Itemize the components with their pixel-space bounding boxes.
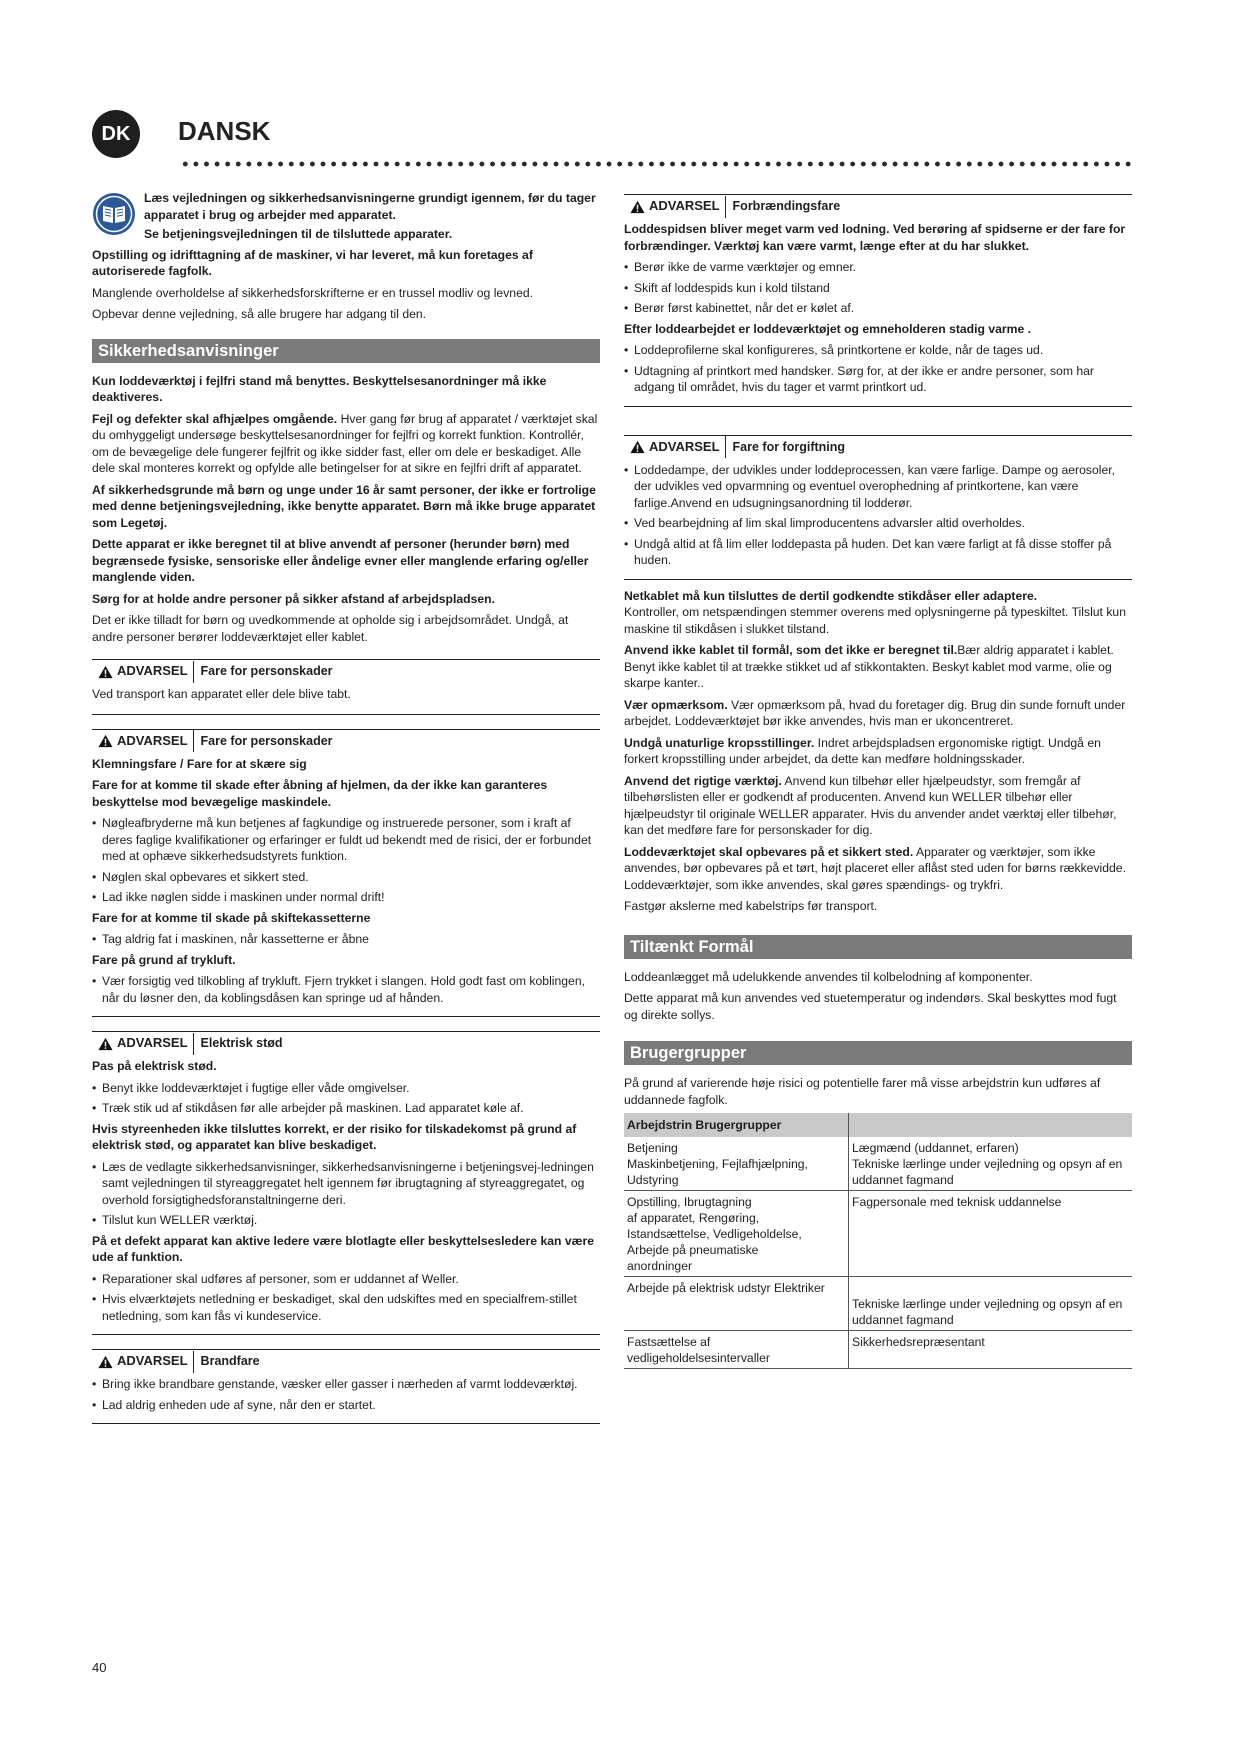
transport-note: Fastgør akslerne med kabelstrips før transport. xyxy=(624,899,878,913)
list-item: • Berør først kabinettet, når det er kølet af. xyxy=(624,300,1132,317)
warning-badge: ADVARSEL xyxy=(92,1351,194,1373)
safety-p5: Sørg for at holde andre personer på sikker afstand af arbejdspladsen. xyxy=(92,591,495,606)
warning-subheading: På et defekt apparat kan aktive ledere være blotlagte eller beskyttelsesledere kan være ude af funktion. xyxy=(92,1233,594,1264)
warning-list xyxy=(624,462,1132,569)
page-header xyxy=(92,110,1132,170)
warning-box-burn xyxy=(624,194,1132,407)
warning-title: Fare for personskader xyxy=(200,664,333,679)
warning-badge: ADVARSEL xyxy=(624,196,726,218)
safety-p3: Af sikkerhedsgrunde må børn og unge under 16 år samt personer, der ikke er fortrolige med denne betjeningsvejledning, ikke benytte apparatet. Børn må ikke bruge apparatet som Legetøj. xyxy=(92,482,596,530)
intro-read-manual: Læs vejledningen og sikkerhedsanvisningerne grundigt igennem, før du tager apparatet i brug og arbejder med apparatet. xyxy=(144,191,596,222)
warning-triangle-icon xyxy=(98,734,113,748)
warning-triangle-icon xyxy=(630,440,645,454)
list-item: • Tilslut kun WELLER værktøj. xyxy=(92,1212,600,1229)
warning-subheading: Hvis styreenheden ikke tilsluttes korrekt, er der risiko for tilskadekomst på grund af elektrisk stød, og apparatet kan blive beskadiget. xyxy=(92,1121,577,1152)
section-heading-purpose: Tiltænkt Formål xyxy=(624,935,1132,959)
warning-badge: ADVARSEL xyxy=(624,436,726,458)
list-item: • Tag aldrig fat i maskinen, når kassetterne er åbne xyxy=(92,931,600,948)
purpose-p1: Loddeanlægget må udelukkende anvendes til kolbelodning af komponenter. xyxy=(624,969,1033,984)
warning-subheading: Efter loddearbejdet er loddeværktøjet og emneholderen stadig varme . xyxy=(624,321,1032,336)
purpose-p2: Dette apparat må kun anvendes ved stuetemperatur og indendørs. Skal beskyttes mod fugt og direkte sollys. xyxy=(624,991,1117,1022)
warning-title: Fare for forgiftning xyxy=(732,439,846,454)
warning-list xyxy=(624,342,1132,396)
list-item: • Loddeprofilerne skal konfigureres, så printkortene er kolde, når de tages ud. xyxy=(624,342,1132,359)
safety-p2: Fejl og defekter skal afhjælpes omgående. Hver gang før brug af apparatet / værktøjet skal du omhyggeligt undersøge beskyttelsesanordninger for fejlfri og korrekt funktion. Kontrollér, om de bevægelige dele fungerer fejlfrit og ikke sidder fast, eller om dele er beskadiget. Alle dele skal monteres korrekt og opfylde alle betingelser for at sikre en fejlfri drift af apparatet. xyxy=(92,411,598,475)
posture-note: Undgå unaturlige kropsstillinger. Indret arbejdspladsen ergonomiske rigtigt. Undgå en forkert kropsstilling under arbejdet, da dette kan medføre holdningsskader. xyxy=(624,735,1101,766)
warning-subheading: Loddespidsen bliver meget varm ved lodning. Ved berøring af spidserne er der fare for forbrændinger. Værktøj kan være varmt, længe efter at du har slukket. xyxy=(624,222,1126,253)
warning-box-injury-1 xyxy=(92,659,600,715)
table-row: Fastsættelse af vedligeholdelsesintervaller Sikkerhedsrepræsentant xyxy=(624,1331,1132,1369)
intro-installation: Opstilling og idrifttagning af de maskiner, vi har leveret, må kun foretages af autoriserede fagfolk. xyxy=(92,247,533,278)
cable-note: Netkablet må kun tilsluttes de dertil godkendte stikdåser eller adaptere. Kontroller, om netspændingen stemmer overens med oplysningerne på typeskiltet. Tilslut kun maskine til stikdåsen i slukket tilstand. xyxy=(624,588,1126,636)
manual-book-icon xyxy=(92,192,136,236)
list-item: • Ved bearbejdning af lim skal limproducentens advarsler altid overholdes. xyxy=(624,515,1132,532)
warning-subheading: Fare for at komme til skade på skiftekassetterne xyxy=(92,910,371,925)
safety-p1: Kun loddeværktøj i fejlfri stand må benyttes. Beskyttelsesanordninger må ikke deaktiveres. xyxy=(92,373,547,404)
list-item: • Nøglen skal opbevares et sikkert sted. xyxy=(92,869,600,886)
storage-note: Loddeværktøjet skal opbevares på et sikkert sted. Apparater og værktøjer, som ikke anvendes, bør opbevares på et tørt, højt placeret eller aflåst sted uden for børns rækkevidde. Loddeværktøjer, som ikke anvendes, skal gøres spændings- og trykfri. xyxy=(624,844,1126,892)
attention-note: Vær opmærksom. Vær opmærksom på, hvad du foretager dig. Brug din sunde fornuft under arbejdet. Loddeværktøjet bør ikke anvendes, hvis man er ukoncentreret. xyxy=(624,697,1126,728)
warning-subheading: Klemningsfare / Fare for at skære sig xyxy=(92,756,307,771)
list-item: • Nøgleafbryderne må kun betjenes af fagkundige og instruerede personer, som i kraft af deres faglige kvalifikationer og erfaringer er fuldt ud bekendt med de risici, der er forbundet med at ophæve sikkerhedsudstyrets funktion. xyxy=(92,815,600,865)
warning-subheading: Fare for at komme til skade efter åbning af hjelmen, da der ikke kan garanteres beskyttelse mod bevægelige maskindele. xyxy=(92,778,548,809)
table-row: Arbejde på elektrisk udstyr Elektriker Tekniske lærlinge under vejledning og opsyn af en uddannet fagmand xyxy=(624,1277,1132,1331)
warning-list xyxy=(92,1376,600,1413)
warning-box-poisoning xyxy=(624,435,1132,580)
list-item: • Loddedampe, der udvikles under loddeprocessen, kan være farlige. Dampe og aerosoler, der udvikles ved opvarmning og eventuel overophedning af printkortene, kan være farlige.Anvend en udsugningsanordning til lodderør. xyxy=(624,462,1132,512)
warning-triangle-icon xyxy=(98,1037,113,1051)
warning-list xyxy=(92,1080,600,1117)
list-item: • Undgå altid at få lim eller loddepasta på huden. Det kan være farligt at få disse stoffer på huden. xyxy=(624,536,1132,569)
list-item: • Reparationer skal udføres af personer, som er uddannet af Weller. xyxy=(92,1271,600,1288)
warning-list xyxy=(92,1159,600,1229)
warning-list xyxy=(92,1271,600,1325)
list-item: • Lad aldrig enheden ude af syne, når den er startet. xyxy=(92,1397,600,1414)
page-number: 40 xyxy=(92,1660,107,1675)
warning-title: Fare for personskader xyxy=(200,733,333,748)
warning-triangle-icon xyxy=(630,200,645,214)
safety-p4: Dette apparat er ikke beregnet til at blive anvendt af personer (herunder børn) med begrænsede fysiske, sensoriske eller åndelige evner eller manglende erfaring og/eller manglende viden. xyxy=(92,537,589,584)
warning-list xyxy=(624,259,1132,317)
intro-see-manual: Se betjeningsvejledningen til de tilsluttede apparater. xyxy=(144,227,453,241)
section-heading-safety: Sikkerhedsanvisninger xyxy=(92,339,600,363)
table-header-empty xyxy=(849,1113,1133,1137)
left-column xyxy=(92,190,600,1432)
list-item: • Lad ikke nøglen sidde i maskinen under normal drift! xyxy=(92,889,600,906)
intro-keep-manual: Opbevar denne vejledning, så alle brugere har adgang til den. xyxy=(92,307,427,321)
list-item: • Træk stik ud af stikdåsen før alle arbejder på maskinen. Lad apparatet køle af. xyxy=(92,1100,600,1117)
list-item: • Skift af loddespids kun i kold tilstand xyxy=(624,280,1132,297)
list-item: • Berør ikke de varme værktøjer og emner. xyxy=(624,259,1132,276)
warning-title: Elektrisk stød xyxy=(200,1036,283,1051)
list-item: • Benyt ikke loddeværktøjet i fugtige eller våde omgivelser. xyxy=(92,1080,600,1097)
warning-subheading: Fare på grund af trykluft. xyxy=(92,952,236,967)
warning-badge: ADVARSEL xyxy=(92,730,194,752)
user-groups-intro: På grund af varierende høje risici og potentielle farer må visse arbejdstrin kun udføres af uddannede fagfolk. xyxy=(624,1076,1101,1107)
user-groups-table xyxy=(624,1113,1132,1369)
warning-triangle-icon xyxy=(98,665,113,679)
cable-usage: Anvend ikke kablet til formål, som det ikke er beregnet til.Bær aldrig apparatet i kablet. Benyt ikke kablet til at trække stikket ud af stikkontakten. Beskyt kablet mod varme, olie og skarpe kanter.. xyxy=(624,643,1114,690)
warning-list xyxy=(92,973,600,1006)
warning-box-injury-2 xyxy=(92,729,600,1018)
warning-list xyxy=(92,931,600,948)
table-header: Arbejdstrin Brugergrupper xyxy=(624,1113,849,1137)
intro-noncompliance: Manglende overholdelse af sikkerhedsforskrifterne er en trussel modliv og levned. xyxy=(92,285,534,300)
warning-list xyxy=(92,815,600,906)
warning-badge: ADVARSEL xyxy=(92,661,194,683)
list-item: • Hvis elværktøjets netledning er beskadiget, skal den udskiftes med en specialfrem-stillet netledning, som kan fås vi kundeservice. xyxy=(92,1291,600,1324)
safety-p6: Det er ikke tilladt for børn og uvedkommende at opholde sig i arbejdsområdet. Undgå, at andre personer berører loddeværktøjet eller kablet. xyxy=(92,613,569,644)
right-column xyxy=(624,190,1132,1369)
section-heading-user-groups: Brugergrupper xyxy=(624,1041,1132,1065)
dotted-divider xyxy=(180,160,1132,168)
language-badge: DK xyxy=(92,110,140,158)
intro-block xyxy=(92,190,600,243)
warning-badge: ADVARSEL xyxy=(92,1033,194,1055)
list-item: • Læs de vedlagte sikkerhedsanvisninger, sikkerhedsanvisningerne i betjeningsvej-ledningen samt vejledningen til styreaggregatet helt igennem før ibrugtagning af styreaggregatet, og overhold forsigtighedsforanstaltningerne deri. xyxy=(92,1159,600,1209)
language-title: DANSK xyxy=(178,116,271,146)
warning-box-electric-shock xyxy=(92,1031,600,1335)
warning-subheading: Pas på elektrisk stød. xyxy=(92,1059,217,1073)
warning-title: Brandfare xyxy=(200,1354,260,1369)
warning-title: Forbrændingsfare xyxy=(732,199,841,214)
tool-note: Anvend det rigtige værktøj. Anvend kun tilbehør eller hjælpeudstyr, som fremgår af tilbehørslisten eller er godkendt af producenten. Anvend kun WELLER tilbehør eller hjælpeudstyr til originale WELLER apparater. Hvis du anvender andet værktøj eller tilbehør, kan det medføre fare for personskader for dig. xyxy=(624,773,1117,837)
table-row: Opstilling, Ibrugtagning af apparatet, Rengøring, Istandsættelse, Vedligeholdelse, Arbejde på pneumatiske anordninger Fagpersonale med teknisk uddannelse xyxy=(624,1191,1132,1277)
list-item: • Bring ikke brandbare genstande, væsker eller gasser i nærheden af varmt loddeværktøj. xyxy=(92,1376,600,1393)
warning-box-fire xyxy=(92,1349,600,1424)
warning-triangle-icon xyxy=(98,1355,113,1369)
table-row: Betjening Maskinbetjening, Fejlafhjælpning, Udstyring Lægmænd (uddannet, erfaren) Tekniske lærlinge under vejledning og opsyn af en uddannet fagmand xyxy=(624,1137,1132,1191)
list-item: • Udtagning af printkort med handsker. Sørg for, at der ikke er andre personer, som har adgang til området, hvis du tager et varmt printkort ud. xyxy=(624,363,1132,396)
list-item: • Vær forsigtig ved tilkobling af trykluft. Fjern trykket i slangen. Hold godt fast om koblingen, når du løsner den, da koblingsdåsen kan springe ud af hånden. xyxy=(92,973,600,1006)
warning-text: Ved transport kan apparatet eller dele blive tabt. xyxy=(92,687,351,701)
